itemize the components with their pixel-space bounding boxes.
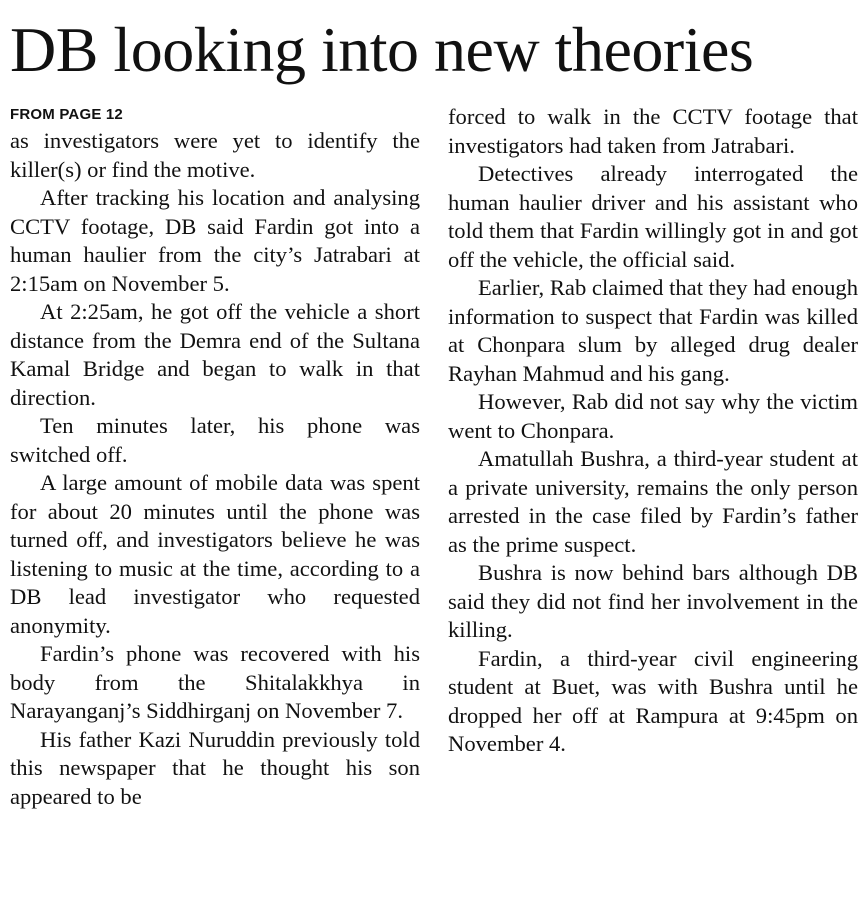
left-column: [10, 103, 420, 811]
headline: DB looking into new theories: [10, 14, 754, 85]
paragraph: Bushra is now behind bars although DB said they did not find her involvement in the killing.: [448, 560, 858, 642]
paragraph: as investigators were yet to identify the killer(s) or find the motive.: [10, 128, 420, 182]
paragraph: His father Kazi Nuruddin previously told this newspaper that he thought his son appeared to be: [10, 726, 420, 809]
paragraph: Fardin, a third-year civil engineering student at Buet, was with Bushra until he dropped her off at Rampura at 9:45pm on November 4.: [448, 645, 858, 756]
continuation-kicker: FROM PAGE 12: [10, 106, 123, 123]
paragraph: Ten minutes later, his phone was switched off.: [10, 413, 420, 467]
paragraph: At 2:25am, he got off the vehicle a short distance from the Demra end of the Sultana Kamal Bridge and began to walk in that direction.: [10, 299, 420, 410]
paragraph: A large amount of mobile data was spent for about 20 minutes until the phone was turned off, and investigators believe he was listening to music at the time, according to a DB lead investigator who requested anonymity.: [10, 470, 420, 638]
paragraph: Amatullah Bushra, a third-year student at a private university, remains the only person arrested in the case filed by Fardin’s father as the prime suspect.: [448, 446, 858, 557]
paragraph: After tracking his location and analysing CCTV footage, DB said Fardin got into a human haulier from the city’s Jatrabari at 2:15am on November 5.: [10, 185, 420, 296]
paragraph: Earlier, Rab claimed that they had enough information to suspect that Fardin was killed at Chonpara slum by alleged drug dealer Rayhan Mahmud and his gang.: [448, 275, 858, 386]
paragraph: Fardin’s phone was recovered with his body from the Shitalakkhya in Narayanganj’s Siddhirganj on November 7.: [10, 641, 420, 723]
paragraph: Detectives already interrogated the human haulier driver and his assistant who told them that Fardin willingly got in and got off the vehicle, the official said.: [448, 161, 858, 272]
right-column: [448, 103, 858, 759]
paragraph: However, Rab did not say why the victim went to Chonpara.: [448, 389, 858, 443]
paragraph: forced to walk in the CCTV footage that investigators had taken from Jatrabari.: [448, 104, 858, 158]
